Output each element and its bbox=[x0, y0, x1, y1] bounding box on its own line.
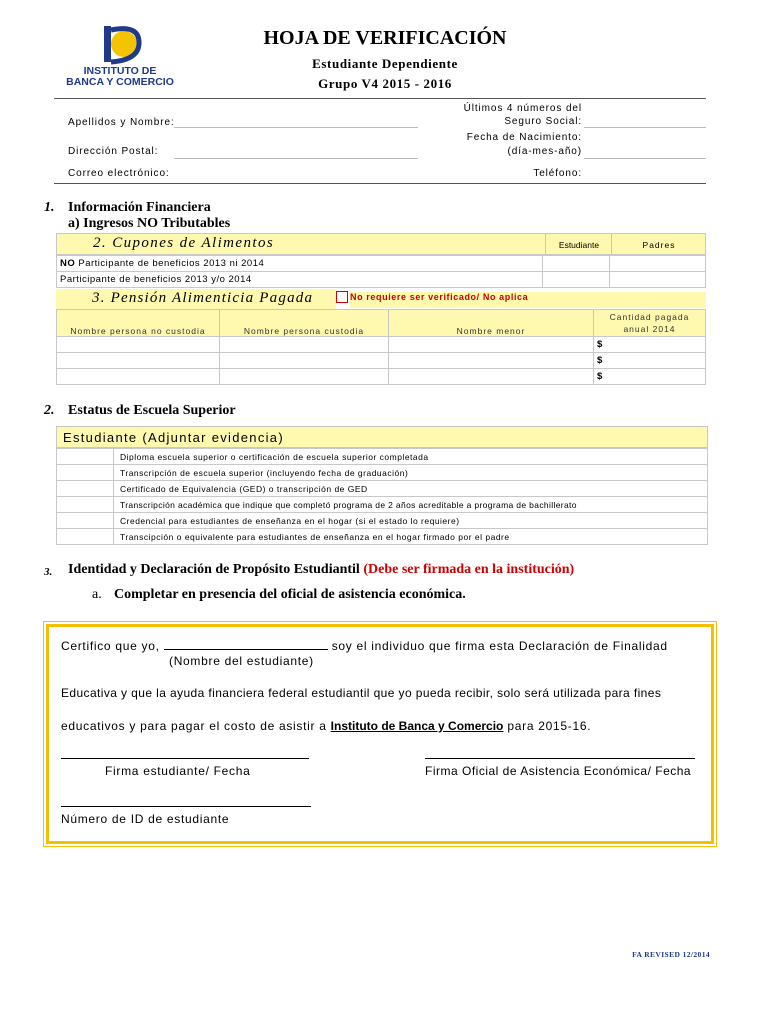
logo-bar bbox=[104, 26, 111, 62]
coupons-row1-bold: NO bbox=[60, 258, 76, 269]
alimony-r2-c1[interactable] bbox=[57, 353, 220, 369]
student-id-line[interactable] bbox=[61, 806, 311, 807]
cert-line2: Educativa y que la ayuda financiera federal estudiantil que yo pueda recibir, solo será utilizada para fines bbox=[61, 686, 662, 700]
page-subtitle: Estudiante Dependiente bbox=[312, 56, 458, 71]
cert-line1-post: soy el individuo que firma esta Declaración de Finalidad bbox=[327, 639, 668, 653]
section3-number: 3. bbox=[44, 566, 53, 578]
hs-item-5: Transcipción o equivalente para estudiantes de enseñanza en el hogar firmado por el padre bbox=[114, 529, 708, 545]
coupons-row2-label: Participante de beneficios 2013 y/o 2014 bbox=[57, 272, 543, 288]
hs-table bbox=[56, 448, 708, 545]
coupons-col-student: Estudiante bbox=[545, 234, 612, 254]
student-signature-line[interactable] bbox=[61, 758, 309, 759]
alimony-r2-amount[interactable]: $ bbox=[594, 353, 706, 369]
revision-footer: FA REVISED 12/2014 bbox=[632, 950, 710, 959]
section2-number: 2. bbox=[44, 403, 55, 418]
not-applicable-checkbox[interactable] bbox=[336, 291, 348, 303]
cert-line3-pre: educativos y para pagar el costo de asistir a bbox=[61, 719, 331, 733]
cert-line3-post: para 2015-16. bbox=[503, 719, 592, 733]
table-row bbox=[57, 310, 706, 337]
section3-title bbox=[68, 562, 574, 578]
coupons-row1-parents[interactable] bbox=[610, 256, 706, 272]
coupons-row1-text: Participante de beneficios 2013 ni 2014 bbox=[75, 258, 265, 269]
alimony-col4 bbox=[594, 310, 706, 337]
logo-line2: BANCA Y COMERCIO bbox=[66, 76, 174, 88]
cert-line3 bbox=[61, 719, 591, 733]
coupons-header-bar bbox=[56, 233, 706, 255]
alimony-header-bar bbox=[56, 289, 336, 309]
table-row bbox=[57, 272, 706, 288]
page-title: HOJA DE VERIFICACIÓN bbox=[263, 27, 507, 49]
alimony-r3-c3[interactable] bbox=[389, 369, 594, 385]
name-input-line[interactable] bbox=[174, 127, 418, 128]
hs-check-4[interactable] bbox=[57, 513, 114, 529]
hs-check-2[interactable] bbox=[57, 481, 114, 497]
alimony-r3-amount[interactable]: $ bbox=[594, 369, 706, 385]
section3-sub-letter: a. bbox=[92, 587, 102, 602]
hs-item-0: Diploma escuela superior o certificación de escuela superior completada bbox=[114, 449, 708, 465]
alimony-r2-c3[interactable] bbox=[389, 353, 594, 369]
table-row bbox=[57, 497, 708, 513]
name-label: Apellidos y Nombre: bbox=[68, 117, 175, 128]
section1-sub-a: a) Ingresos NO Tributables bbox=[68, 216, 231, 231]
hs-item-1: Transcripción de escuela superior (incluyendo fecha de graduación) bbox=[114, 465, 708, 481]
alimony-r2-c2[interactable] bbox=[220, 353, 389, 369]
alimony-r1-c2[interactable] bbox=[220, 337, 389, 353]
section2-title: Estatus de Escuela Superior bbox=[68, 403, 236, 418]
hs-check-0[interactable] bbox=[57, 449, 114, 465]
alimony-r3-c1[interactable] bbox=[57, 369, 220, 385]
dob-input-line[interactable] bbox=[584, 158, 706, 159]
student-signature-caption: Firma estudiante/ Fecha bbox=[105, 764, 251, 778]
section3-title-text: Identidad y Declaración de Propósito Estudiantil bbox=[68, 562, 364, 577]
student-id-caption: Número de ID de estudiante bbox=[61, 812, 230, 826]
alimony-col2: Nombre persona custodia bbox=[220, 310, 389, 337]
logo-line1: INSTITUTO DE bbox=[83, 65, 157, 77]
table-row bbox=[57, 369, 706, 385]
alimony-title: 3. Pensión Alimenticia Pagada bbox=[92, 290, 314, 306]
alimony-col1: Nombre persona no custodia bbox=[57, 310, 220, 337]
alimony-col4-line2: anual 2014 bbox=[623, 324, 676, 334]
cert-line1 bbox=[61, 637, 668, 653]
alimony-r1-c1[interactable] bbox=[57, 337, 220, 353]
alimony-table bbox=[56, 309, 706, 385]
email-label: Correo electrónico: bbox=[68, 168, 170, 179]
table-row bbox=[57, 529, 708, 545]
hs-item-4: Credencial para estudiantes de enseñanza en el hogar (si el estado lo requiere) bbox=[114, 513, 708, 529]
section1-title: Información Financiera bbox=[68, 200, 211, 215]
ssn-label-1: Últimos 4 números del bbox=[463, 103, 582, 114]
alimony-col3: Nombre menor bbox=[389, 310, 594, 337]
hs-header-bar bbox=[56, 426, 708, 448]
student-name-caption: (Nombre del estudiante) bbox=[169, 654, 314, 668]
table-row bbox=[57, 465, 708, 481]
phone-label: Teléfono: bbox=[533, 168, 582, 179]
alimony-note: No requiere ser verificado/ No aplica bbox=[350, 292, 706, 308]
coupons-title: 2. Cupones de Alimentos bbox=[93, 235, 275, 251]
officer-signature-caption: Firma Oficial de Asistencia Económica/ Fecha bbox=[425, 764, 692, 778]
coupons-col-parents: Padres bbox=[611, 234, 706, 254]
alimony-r1-amount[interactable]: $ bbox=[594, 337, 706, 353]
table-row bbox=[57, 449, 708, 465]
table-row bbox=[57, 353, 706, 369]
hs-check-5[interactable] bbox=[57, 529, 114, 545]
address-input-line[interactable] bbox=[174, 158, 418, 159]
certification-box bbox=[46, 624, 714, 844]
student-name-field[interactable] bbox=[164, 637, 328, 650]
coupons-table bbox=[56, 255, 706, 288]
alimony-r3-c2[interactable] bbox=[220, 369, 389, 385]
table-row bbox=[57, 481, 708, 497]
header-rule bbox=[54, 98, 706, 99]
dob-label-2: (día-mes-año) bbox=[507, 146, 582, 157]
section1-number: 1. bbox=[44, 200, 55, 215]
alimony-r1-c3[interactable] bbox=[389, 337, 594, 353]
hs-check-1[interactable] bbox=[57, 465, 114, 481]
table-row bbox=[57, 513, 708, 529]
section3-title-red: (Debe ser firmada en la institución) bbox=[363, 562, 575, 577]
address-label: Dirección Postal: bbox=[68, 146, 159, 157]
table-row bbox=[57, 337, 706, 353]
group-label: Grupo V4 2015 - 2016 bbox=[318, 76, 452, 91]
ssn-label-2: Seguro Social: bbox=[504, 116, 582, 127]
section3-sub-a: Completar en presencia del oficial de asistencia económica. bbox=[114, 587, 466, 602]
coupons-row2-student[interactable] bbox=[543, 272, 610, 288]
institution-name: Instituto de Banca y Comercio bbox=[330, 719, 504, 733]
fields-rule bbox=[54, 183, 706, 184]
hs-check-3[interactable] bbox=[57, 497, 114, 513]
coupons-row1-label bbox=[57, 256, 543, 272]
dob-label-1: Fecha de Nacimiento: bbox=[466, 132, 582, 143]
table-row bbox=[57, 256, 706, 272]
ssn-input-line[interactable] bbox=[584, 127, 706, 128]
officer-signature-line[interactable] bbox=[425, 758, 695, 759]
hs-item-3: Transcripción académica que indique que completó programa de 2 años acreditable a programa de bachillerato bbox=[114, 497, 708, 513]
coupons-row2-parents[interactable] bbox=[610, 272, 706, 288]
hs-item-2: Certificado de Equivalencia (GED) o transcripción de GED bbox=[114, 481, 708, 497]
alimony-col4-line1: Cantidad pagada bbox=[609, 312, 690, 322]
cert-line1-pre: Certifico que yo, bbox=[61, 639, 164, 653]
hs-header: Estudiante (Adjuntar evidencia) bbox=[63, 430, 284, 445]
coupons-row1-student[interactable] bbox=[543, 256, 610, 272]
